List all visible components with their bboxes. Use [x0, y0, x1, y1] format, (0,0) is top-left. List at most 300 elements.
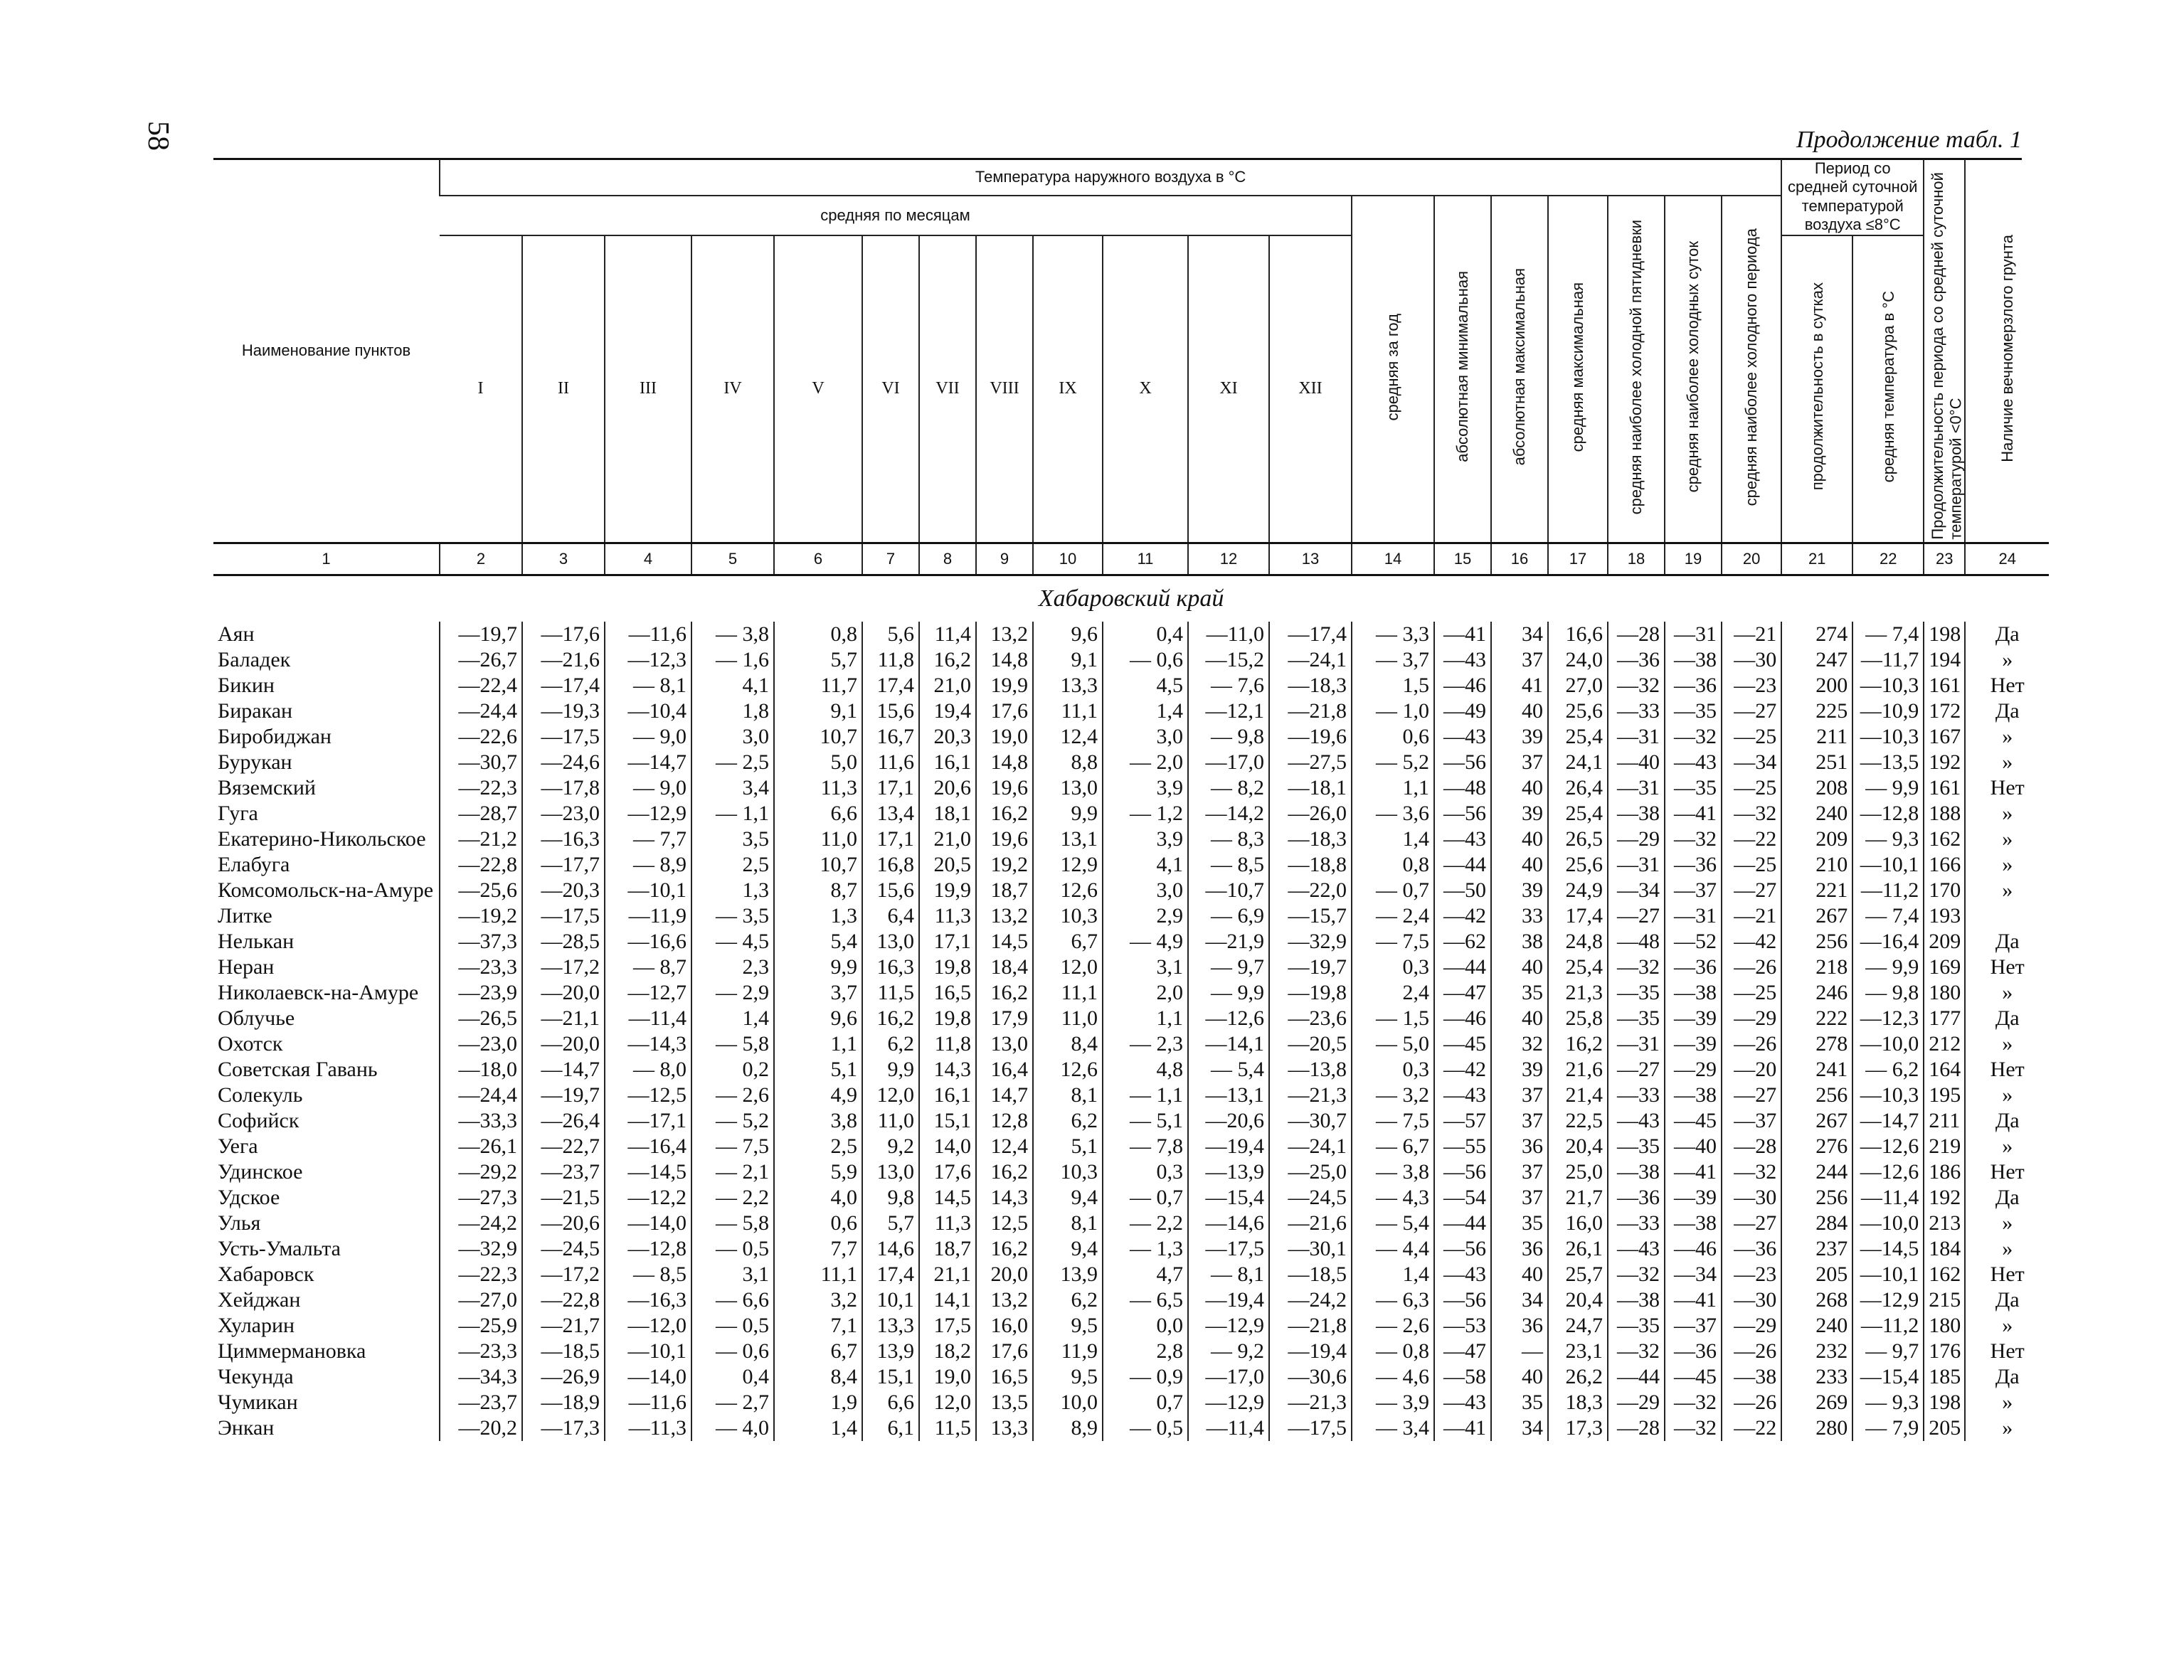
table-cell: —32 [1608, 955, 1665, 980]
table-cell: — 2,0 [1103, 750, 1188, 775]
table-cell: 233 [1781, 1364, 1852, 1390]
table-row [213, 1262, 2049, 1287]
table-cell: —39 [1665, 1185, 1722, 1211]
table-cell: 17,6 [976, 698, 1033, 724]
table-cell: 39 [1491, 878, 1548, 903]
table-cell: 33 [1491, 903, 1548, 929]
table-cell: —28 [1722, 1134, 1781, 1159]
table-cell: — 9,0 [605, 724, 691, 750]
table-cell: — 3,7 [1352, 647, 1434, 673]
table-cell: —43 [1434, 1083, 1491, 1108]
station-name: Чумикан [218, 1390, 298, 1414]
table-cell: —25 [1722, 852, 1781, 878]
table-cell: — 2,9 [691, 980, 774, 1006]
header-abs-min: абсолютная минимальная [1434, 196, 1491, 543]
station-name: Циммермановка [218, 1339, 366, 1363]
table-cell: 18,7 [919, 1236, 976, 1262]
table-cell: 4,7 [1103, 1262, 1188, 1287]
table-cell: —32,9 [440, 1236, 522, 1262]
station-name: Энкан [218, 1415, 275, 1440]
table-cell: —22,7 [522, 1134, 605, 1159]
table-cell: —19,2 [440, 903, 522, 929]
column-number: 17 [1548, 543, 1608, 575]
table-cell: 278 [1781, 1031, 1852, 1057]
table-cell: —12,6 [1188, 1006, 1269, 1031]
table-cell: 11,5 [862, 980, 919, 1006]
table-cell: — 5,2 [1352, 750, 1434, 775]
table-cell: —18,9 [522, 1390, 605, 1415]
table-cell: 5,7 [862, 1211, 919, 1236]
table-cell: — 5,4 [1352, 1211, 1434, 1236]
table-cell: 37 [1491, 750, 1548, 775]
table-cell: —30 [1722, 1287, 1781, 1313]
table-cell: —27 [1722, 1083, 1781, 1108]
table-cell: — 2,6 [1352, 1313, 1434, 1339]
table-cell: 16,0 [1548, 1211, 1608, 1236]
table-cell: 11,1 [1033, 698, 1103, 724]
permafrost-cell: » [1965, 750, 2049, 775]
table-cell: —11,3 [605, 1415, 691, 1441]
table-cell: —56 [1434, 1159, 1491, 1185]
table-cell: —14,3 [605, 1031, 691, 1057]
header-month: X [1103, 235, 1188, 543]
climate-table [213, 159, 2049, 1441]
table-cell: — 7,5 [1352, 929, 1434, 955]
table-cell: —30,7 [440, 750, 522, 775]
table-cell: —21 [1722, 622, 1781, 647]
permafrost-cell: » [1965, 647, 2049, 673]
permafrost-cell: Нет [1965, 1339, 2049, 1364]
table-cell: — 8,9 [605, 852, 691, 878]
permafrost-cell: » [1965, 980, 2049, 1006]
table-cell: 274 [1781, 622, 1852, 647]
table-cell: —42 [1722, 929, 1781, 955]
table-cell: —26,1 [440, 1134, 522, 1159]
table-cell: 16,0 [976, 1313, 1033, 1339]
table-cell: 12,6 [1033, 878, 1103, 903]
table-cell: —52 [1665, 929, 1722, 955]
station-name: Софийск [218, 1108, 299, 1132]
table-cell: —17,4 [1269, 622, 1352, 647]
table-cell: 19,8 [919, 1006, 976, 1031]
table-cell: 13,4 [862, 801, 919, 826]
header-month: XII [1269, 235, 1352, 543]
table-cell: —10,3 [1852, 724, 1924, 750]
table-cell: —18,5 [1269, 1262, 1352, 1287]
table-cell: — 7,5 [1352, 1108, 1434, 1134]
table-cell: — 3,8 [691, 622, 774, 647]
column-number: 23 [1924, 543, 1965, 575]
table-cell: 13,3 [976, 1415, 1033, 1441]
table-cell: — 7,9 [1852, 1415, 1924, 1441]
table-cell: — 2,2 [1103, 1211, 1188, 1236]
table-cell: —56 [1434, 750, 1491, 775]
station-name: Солекуль [218, 1083, 303, 1107]
table-cell: — 6,3 [1352, 1287, 1434, 1313]
table-cell: —17,8 [522, 775, 605, 801]
table-cell: 9,1 [774, 698, 862, 724]
table-cell: —47 [1434, 1339, 1491, 1364]
table-cell: —43 [1434, 1390, 1491, 1415]
table-cell: —26,4 [522, 1108, 605, 1134]
column-number: 3 [522, 543, 605, 575]
table-cell: 195 [1924, 1083, 1965, 1108]
table-cell: 256 [1781, 929, 1852, 955]
table-cell: 13,0 [862, 929, 919, 955]
table-cell: —17,2 [522, 955, 605, 980]
table-cell: 221 [1781, 878, 1852, 903]
header-coldest-5day: средняя наиболее холодной пятидневки [1608, 196, 1665, 543]
table-cell: —17,1 [605, 1108, 691, 1134]
table-cell: —22,0 [1269, 878, 1352, 903]
station-name: Биробиджан [218, 724, 332, 748]
table-cell: 37 [1491, 647, 1548, 673]
table-cell: — 9,9 [1852, 775, 1924, 801]
table-cell: 13,0 [976, 1031, 1033, 1057]
table-cell: 247 [1781, 647, 1852, 673]
table-cell: —27,3 [440, 1185, 522, 1211]
table-cell: 0,7 [1103, 1390, 1188, 1415]
table-cell: —34 [1665, 1262, 1722, 1287]
table-cell: 222 [1781, 1006, 1852, 1031]
table-cell: 180 [1924, 980, 1965, 1006]
table-cell: —16,3 [522, 826, 605, 852]
table-cell: 9,6 [1033, 622, 1103, 647]
table-cell: 37 [1491, 1159, 1548, 1185]
table-cell: —21,8 [1269, 1313, 1352, 1339]
table-cell: — 0,5 [1103, 1415, 1188, 1441]
table-cell: 6,6 [774, 801, 862, 826]
table-cell: — 0,7 [1103, 1185, 1188, 1211]
table-cell: — 9,3 [1852, 826, 1924, 852]
column-number: 11 [1103, 543, 1188, 575]
table-cell: —15,4 [1852, 1364, 1924, 1390]
table-cell: 9,2 [862, 1134, 919, 1159]
table-cell: — 1,1 [1103, 1083, 1188, 1108]
table-cell: 162 [1924, 826, 1965, 852]
table-cell: —38 [1608, 1287, 1665, 1313]
table-cell: —22,3 [440, 1262, 522, 1287]
table-cell: —31 [1665, 622, 1722, 647]
table-cell: — 4,6 [1352, 1364, 1434, 1390]
table-cell: 16,3 [862, 955, 919, 980]
table-cell: 39 [1491, 1057, 1548, 1083]
table-cell: —36 [1665, 1339, 1722, 1364]
table-cell: —20,0 [522, 1031, 605, 1057]
table-cell: 13,9 [862, 1339, 919, 1364]
table-cell: 8,9 [1033, 1415, 1103, 1441]
table-cell: —44 [1434, 852, 1491, 878]
table-cell: 16,4 [976, 1057, 1033, 1083]
table-cell: —23 [1722, 673, 1781, 698]
table-cell: — 3,8 [1352, 1159, 1434, 1185]
column-number: 1 [213, 543, 440, 575]
table-cell: 16,2 [976, 1236, 1033, 1262]
table-cell: —11,9 [605, 903, 691, 929]
table-cell: 18,4 [976, 955, 1033, 980]
table-cell: 12,4 [1033, 724, 1103, 750]
table-cell: — 2,7 [691, 1390, 774, 1415]
table-cell: 6,1 [862, 1415, 919, 1441]
table-cell: 276 [1781, 1134, 1852, 1159]
permafrost-cell: » [1965, 1415, 2049, 1441]
table-cell: —26,0 [1269, 801, 1352, 826]
table-row [213, 1031, 2049, 1057]
table-cell: — 9,8 [1188, 724, 1269, 750]
table-cell: 241 [1781, 1057, 1852, 1083]
table-cell: —31 [1608, 852, 1665, 878]
table-cell: 166 [1924, 852, 1965, 878]
permafrost-cell: Да [1965, 622, 2049, 647]
table-cell: —11,0 [1188, 622, 1269, 647]
table-row [213, 750, 2049, 775]
table-cell: —12,2 [605, 1185, 691, 1211]
table-cell: 6,2 [862, 1031, 919, 1057]
table-cell: — 6,2 [1852, 1057, 1924, 1083]
table-cell: —30,6 [1269, 1364, 1352, 1390]
table-cell: —37 [1665, 878, 1722, 903]
table-cell: —24,4 [440, 698, 522, 724]
station-name: Литке [218, 903, 272, 927]
permafrost-cell: Нет [1965, 673, 2049, 698]
table-cell: 18,2 [919, 1339, 976, 1364]
table-cell: — 6,9 [1188, 903, 1269, 929]
table-cell: —18,3 [1269, 673, 1352, 698]
table-cell: 6,7 [774, 1339, 862, 1364]
table-cell: —35 [1665, 698, 1722, 724]
table-cell: 19,6 [976, 775, 1033, 801]
table-cell: — 7,5 [691, 1134, 774, 1159]
table-cell: 19,0 [919, 1364, 976, 1390]
header-avg-max: средняя максимальная [1548, 196, 1608, 543]
table-cell: 8,4 [1033, 1031, 1103, 1057]
table-cell: —53 [1434, 1313, 1491, 1339]
table-cell: —27 [1608, 903, 1665, 929]
station-name: Чекунда [218, 1364, 294, 1388]
table-cell: — 5,8 [691, 1031, 774, 1057]
table-cell: 39 [1491, 801, 1548, 826]
table-cell: 1,1 [1352, 775, 1434, 801]
table-cell: — 0,5 [691, 1313, 774, 1339]
column-number: 9 [976, 543, 1033, 575]
table-cell: 5,9 [774, 1159, 862, 1185]
table-cell: 240 [1781, 801, 1852, 826]
table-cell: —11,6 [605, 1390, 691, 1415]
table-cell: —35 [1608, 1006, 1665, 1031]
table-cell: —24,1 [1269, 1134, 1352, 1159]
table-cell: 40 [1491, 1006, 1548, 1031]
table-cell: —12,9 [1852, 1287, 1924, 1313]
header-coldest-day: средняя наиболее холодных суток [1665, 196, 1722, 543]
table-cell: —38 [1608, 801, 1665, 826]
table-cell: 6,7 [1033, 929, 1103, 955]
table-cell: —32 [1608, 1262, 1665, 1287]
column-number: 15 [1434, 543, 1491, 575]
table-cell: —10,1 [1852, 852, 1924, 878]
table-cell: 13,2 [976, 622, 1033, 647]
table-cell: —32 [1722, 801, 1781, 826]
table-cell: 24,0 [1548, 647, 1608, 673]
table-cell: —21,9 [1188, 929, 1269, 955]
table-cell: —14,5 [1852, 1236, 1924, 1262]
table-cell: —32 [1665, 826, 1722, 852]
table-cell: 251 [1781, 750, 1852, 775]
table-cell: 0,6 [1352, 724, 1434, 750]
table-cell: —41 [1665, 801, 1722, 826]
table-cell: —17,0 [1188, 1364, 1269, 1390]
table-cell: —38 [1722, 1364, 1781, 1390]
table-cell: 14,7 [976, 1083, 1033, 1108]
table-row [213, 852, 2049, 878]
table-cell: 37 [1491, 1108, 1548, 1134]
table-cell: 26,1 [1548, 1236, 1608, 1262]
table-cell: 1,8 [691, 698, 774, 724]
table-cell: 24,1 [1548, 750, 1608, 775]
table-row [213, 1364, 2049, 1390]
table-cell: 10,7 [774, 852, 862, 878]
table-cell: —43 [1608, 1108, 1665, 1134]
table-cell: —44 [1434, 955, 1491, 980]
header-duration-below0: Продолжительность периода со средней суточной температурой <0°С [1924, 159, 1965, 543]
permafrost-cell: Да [1965, 698, 2049, 724]
table-cell: —10,1 [1852, 1262, 1924, 1287]
table-cell: 169 [1924, 955, 1965, 980]
table-cell: 209 [1781, 826, 1852, 852]
table-cell: —29,2 [440, 1159, 522, 1185]
table-cell: 26,4 [1548, 775, 1608, 801]
table-cell: 15,1 [919, 1108, 976, 1134]
table-cell: —58 [1434, 1364, 1491, 1390]
table-cell: 9,1 [1033, 647, 1103, 673]
table-cell: — 5,1 [1103, 1108, 1188, 1134]
table-cell: — 0,6 [1103, 647, 1188, 673]
table-cell: —28 [1608, 1415, 1665, 1441]
table-cell: 13,2 [976, 903, 1033, 929]
table-row [213, 698, 2049, 724]
table-cell: —10,9 [1852, 698, 1924, 724]
table-cell: —10,1 [605, 878, 691, 903]
table-cell: —12,6 [1852, 1159, 1924, 1185]
table-cell: 3,9 [1103, 775, 1188, 801]
table-cell: 161 [1924, 775, 1965, 801]
table-cell: 170 [1924, 878, 1965, 903]
table-cell: 225 [1781, 698, 1852, 724]
table-cell: — 7,4 [1852, 622, 1924, 647]
table-cell: 12,4 [976, 1134, 1033, 1159]
table-cell: 11,7 [774, 673, 862, 698]
column-number: 21 [1781, 543, 1852, 575]
permafrost-cell: Да [1965, 1006, 2049, 1031]
table-cell: 1,3 [774, 903, 862, 929]
table-cell: —16,6 [605, 929, 691, 955]
table-cell: 17,5 [919, 1313, 976, 1339]
table-cell: 5,6 [862, 622, 919, 647]
table-cell: 34 [1491, 1415, 1548, 1441]
table-cell: 10,3 [1033, 1159, 1103, 1185]
table-cell: 0,4 [1103, 622, 1188, 647]
column-number: 2 [440, 543, 522, 575]
table-cell: —21,1 [522, 1006, 605, 1031]
table-cell: 161 [1924, 673, 1965, 698]
table-cell: —31 [1608, 724, 1665, 750]
table-cell: — 9,7 [1852, 1339, 1924, 1364]
table-cell: — 0,5 [691, 1236, 774, 1262]
station-name: Хейджан [218, 1287, 301, 1312]
column-number: 7 [862, 543, 919, 575]
table-cell: 5,7 [774, 647, 862, 673]
table-cell: —32,9 [1269, 929, 1352, 955]
table-cell: 14,3 [976, 1185, 1033, 1211]
table-cell: 14,8 [976, 750, 1033, 775]
table-cell: —13,1 [1188, 1083, 1269, 1108]
table-cell: —15,2 [1188, 647, 1269, 673]
table-cell: 14,6 [862, 1236, 919, 1262]
table-cell: —24,4 [440, 1083, 522, 1108]
table-cell: 17,6 [919, 1159, 976, 1185]
table-cell: —10,7 [1188, 878, 1269, 903]
table-cell: —23,9 [440, 980, 522, 1006]
table-cell: 6,4 [862, 903, 919, 929]
table-cell: —12,5 [605, 1083, 691, 1108]
table-row [213, 1211, 2049, 1236]
table-cell: —17,5 [522, 903, 605, 929]
station-name: Уега [218, 1134, 258, 1158]
table-cell: —42 [1434, 1057, 1491, 1083]
table-cell: —16,4 [605, 1134, 691, 1159]
table-cell: 13,1 [1033, 826, 1103, 852]
table-cell: — 5,4 [1188, 1057, 1269, 1083]
table-row [213, 929, 2049, 955]
table-cell: 16,2 [862, 1006, 919, 1031]
table-cell: 25,6 [1548, 698, 1608, 724]
table-cell: — 2,3 [1103, 1031, 1188, 1057]
table-cell: —21,7 [522, 1313, 605, 1339]
permafrost-cell: » [1965, 826, 2049, 852]
table-cell: —25 [1722, 724, 1781, 750]
table-row [213, 1108, 2049, 1134]
header-month: I [440, 235, 522, 543]
table-cell: 14,1 [919, 1287, 976, 1313]
table-cell: —17,0 [1188, 750, 1269, 775]
table-cell: — 3,2 [1352, 1083, 1434, 1108]
table-cell: 25,7 [1548, 1262, 1608, 1287]
table-cell: —21 [1722, 903, 1781, 929]
table-cell: 232 [1781, 1339, 1852, 1364]
station-name: Охотск [218, 1031, 283, 1056]
table-cell: — 6,7 [1352, 1134, 1434, 1159]
table-cell: 269 [1781, 1390, 1852, 1415]
table-cell: —37 [1722, 1108, 1781, 1134]
table-cell: 10,7 [774, 724, 862, 750]
table-cell: —35 [1608, 1313, 1665, 1339]
table-cell: 35 [1491, 1211, 1548, 1236]
table-cell: 11,8 [862, 647, 919, 673]
permafrost-cell: » [1965, 852, 2049, 878]
table-cell: —18,0 [440, 1057, 522, 1083]
table-cell: 1,9 [774, 1390, 862, 1415]
station-name: Гуга [218, 801, 258, 825]
table-cell: — 2,4 [1352, 903, 1434, 929]
table-cell: 11,6 [862, 750, 919, 775]
table-cell: 10,0 [1033, 1390, 1103, 1415]
table-cell: 40 [1491, 852, 1548, 878]
table-cell: —19,4 [1188, 1134, 1269, 1159]
table-cell: 11,5 [919, 1415, 976, 1441]
table-cell: — 7,8 [1103, 1134, 1188, 1159]
table-row [213, 878, 2049, 903]
table-cell: —27 [1722, 878, 1781, 903]
table-cell: 7,1 [774, 1313, 862, 1339]
